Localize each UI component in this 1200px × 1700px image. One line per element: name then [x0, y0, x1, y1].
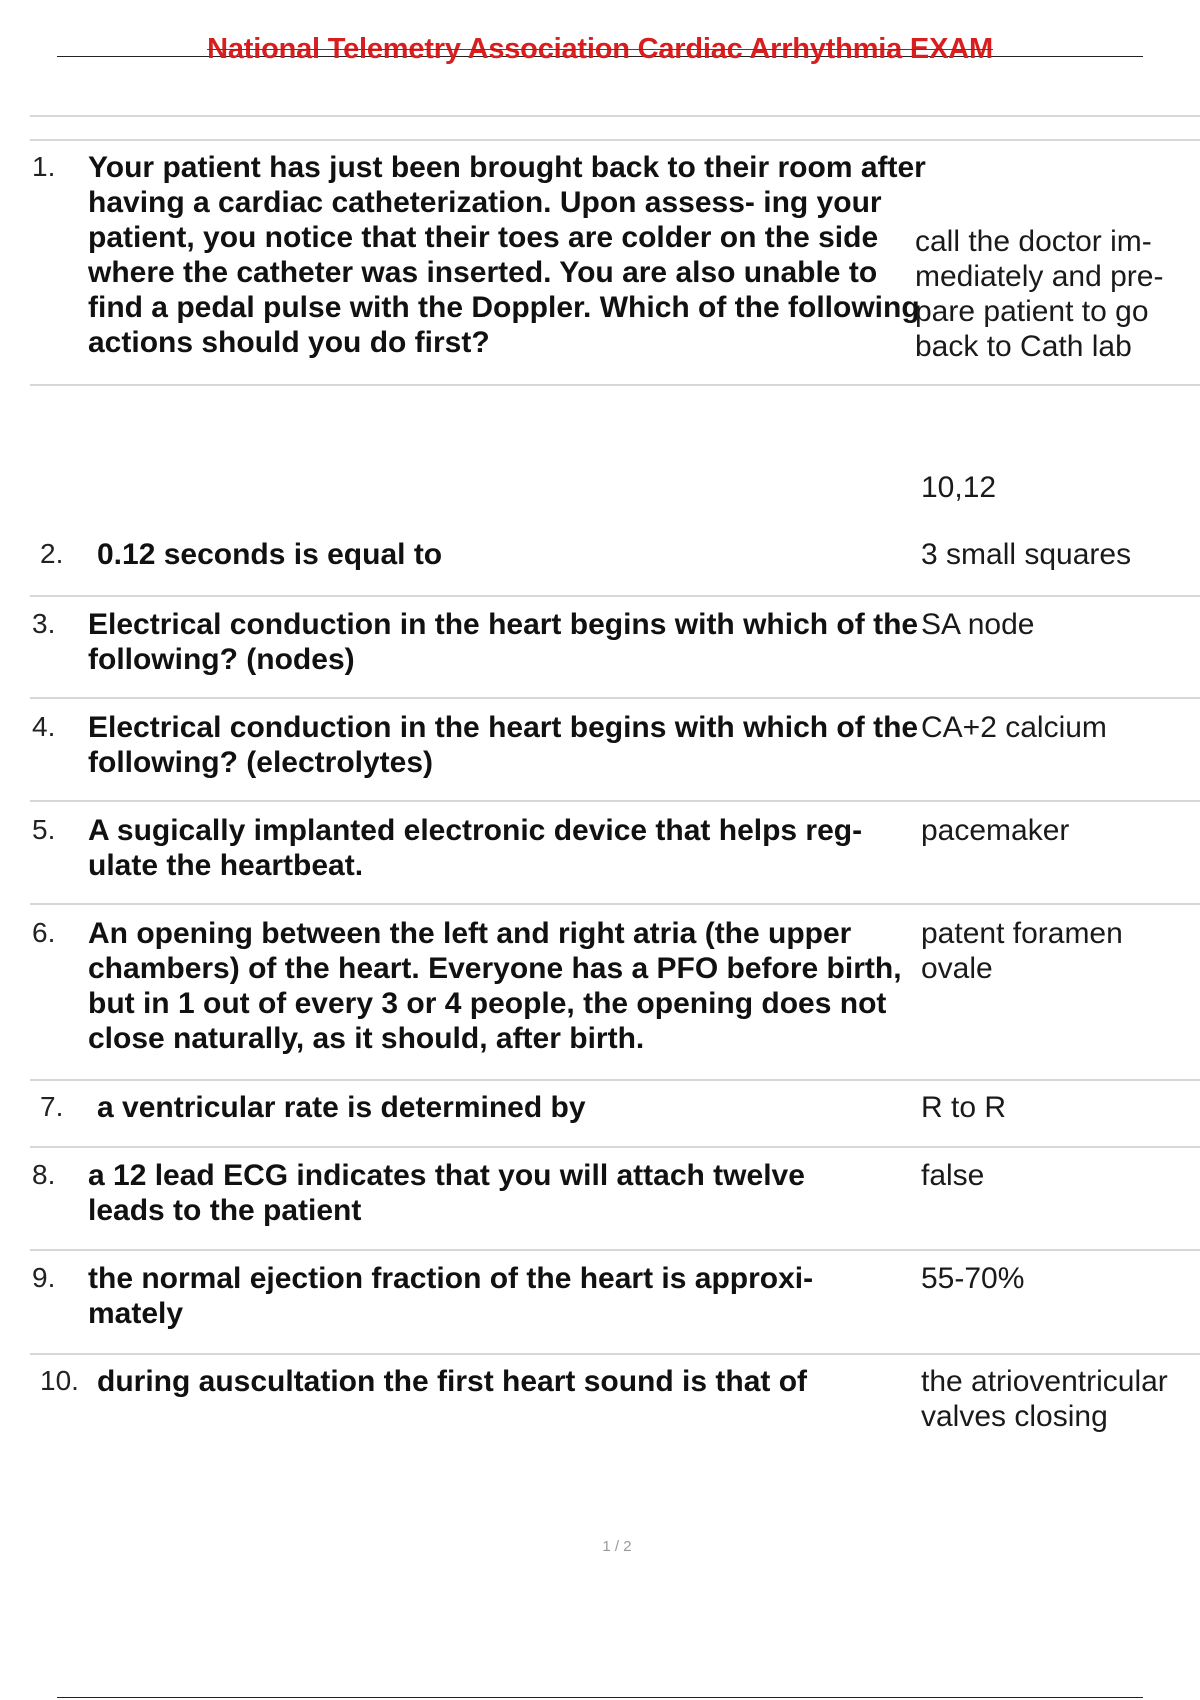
divider-7 [30, 1146, 1200, 1148]
card-question: Your patient has just been brought back to their room after having a cardiac catheterization. Upon assess- ing your patient, you notice that their toes are colder on the side where the catheter was inserted. You are also unable to find a pedal pulse with the Doppler. Which of the following actions should you do first? [88, 151, 926, 359]
flashcard-1 [30, 150, 1200, 385]
card-question: Electrical conduction in the heart begins with which of the following? (electrolytes) [88, 711, 919, 779]
card-question: 0.12 seconds is equal to [97, 538, 443, 571]
card-answer: 55-70% [921, 1262, 1025, 1295]
flashcard-6 [30, 916, 1200, 1078]
flashcard-8 [30, 1158, 1200, 1250]
card-answer: CA+2 calcium [921, 711, 1107, 744]
card-number: 7. [40, 1091, 64, 1122]
document-title: National Telemetry Association Cardiac Arrhythmia EXAM [207, 33, 993, 65]
card-question: during auscultation the first heart sound is that of [97, 1365, 808, 1398]
divider-1 [30, 384, 1200, 386]
card-number: 1. [32, 151, 56, 182]
card-number: 8. [32, 1159, 56, 1190]
card-pre-answer: 10,12 [921, 471, 997, 504]
flashcard-10 [30, 1364, 1200, 1444]
card-answer: patent foramen ovale [921, 917, 1123, 985]
divider-6 [30, 1079, 1200, 1081]
card-answer: SA node [921, 608, 1035, 641]
flashcard-2 [30, 470, 1200, 595]
card-number: 3. [32, 608, 56, 639]
card-answer: the atrioventricular valves closing [921, 1365, 1168, 1433]
card-question: a ventricular rate is determined by [97, 1091, 586, 1124]
divider-3 [30, 697, 1200, 699]
divider-4 [30, 800, 1200, 802]
flashcard-5 [30, 813, 1200, 905]
card-question: Electrical conduction in the heart begins with which of the following? (nodes) [88, 608, 919, 676]
flashcard-9 [30, 1261, 1200, 1353]
flashcard-4 [30, 710, 1200, 802]
flashcard-3 [30, 607, 1200, 697]
card-question: An opening between the left and right atria (the upper chambers) of the heart. Everyone has a PFO before birth, but in 1 out of every 3 or 4 people, the opening does not close naturally, as it should, after birth. [88, 917, 902, 1055]
card-answer: 3 small squares [921, 538, 1132, 571]
divider-top-1 [30, 115, 1200, 117]
card-answer: call the doctor im- mediately and pre- pare patient to go back to Cath lab [915, 225, 1164, 363]
card-number: 10. [40, 1365, 79, 1396]
card-number: 6. [32, 917, 56, 948]
divider-9 [30, 1353, 1200, 1355]
card-question: A sugically implanted electronic device that helps reg- ulate the heartbeat. [88, 814, 863, 882]
card-answer: pacemaker [921, 814, 1070, 847]
card-number: 9. [32, 1262, 56, 1293]
card-question: the normal ejection fraction of the heart is approxi- mately [88, 1262, 814, 1330]
card-question: a 12 lead ECG indicates that you will attach twelve leads to the patient [88, 1159, 805, 1227]
divider-8 [30, 1249, 1200, 1251]
page-indicator: 1 / 2 [602, 1538, 632, 1555]
card-answer: R to R [921, 1091, 1007, 1124]
card-number: 5. [32, 814, 56, 845]
footer-rule [57, 1697, 1143, 1698]
divider-top-2 [30, 139, 1200, 141]
flashcard-7 [30, 1090, 1200, 1145]
document-header [57, 30, 1143, 70]
card-number: 4. [32, 711, 56, 742]
card-number: 2. [40, 538, 64, 569]
divider-2 [30, 595, 1200, 597]
divider-5 [30, 903, 1200, 905]
card-answer: false [921, 1159, 985, 1192]
